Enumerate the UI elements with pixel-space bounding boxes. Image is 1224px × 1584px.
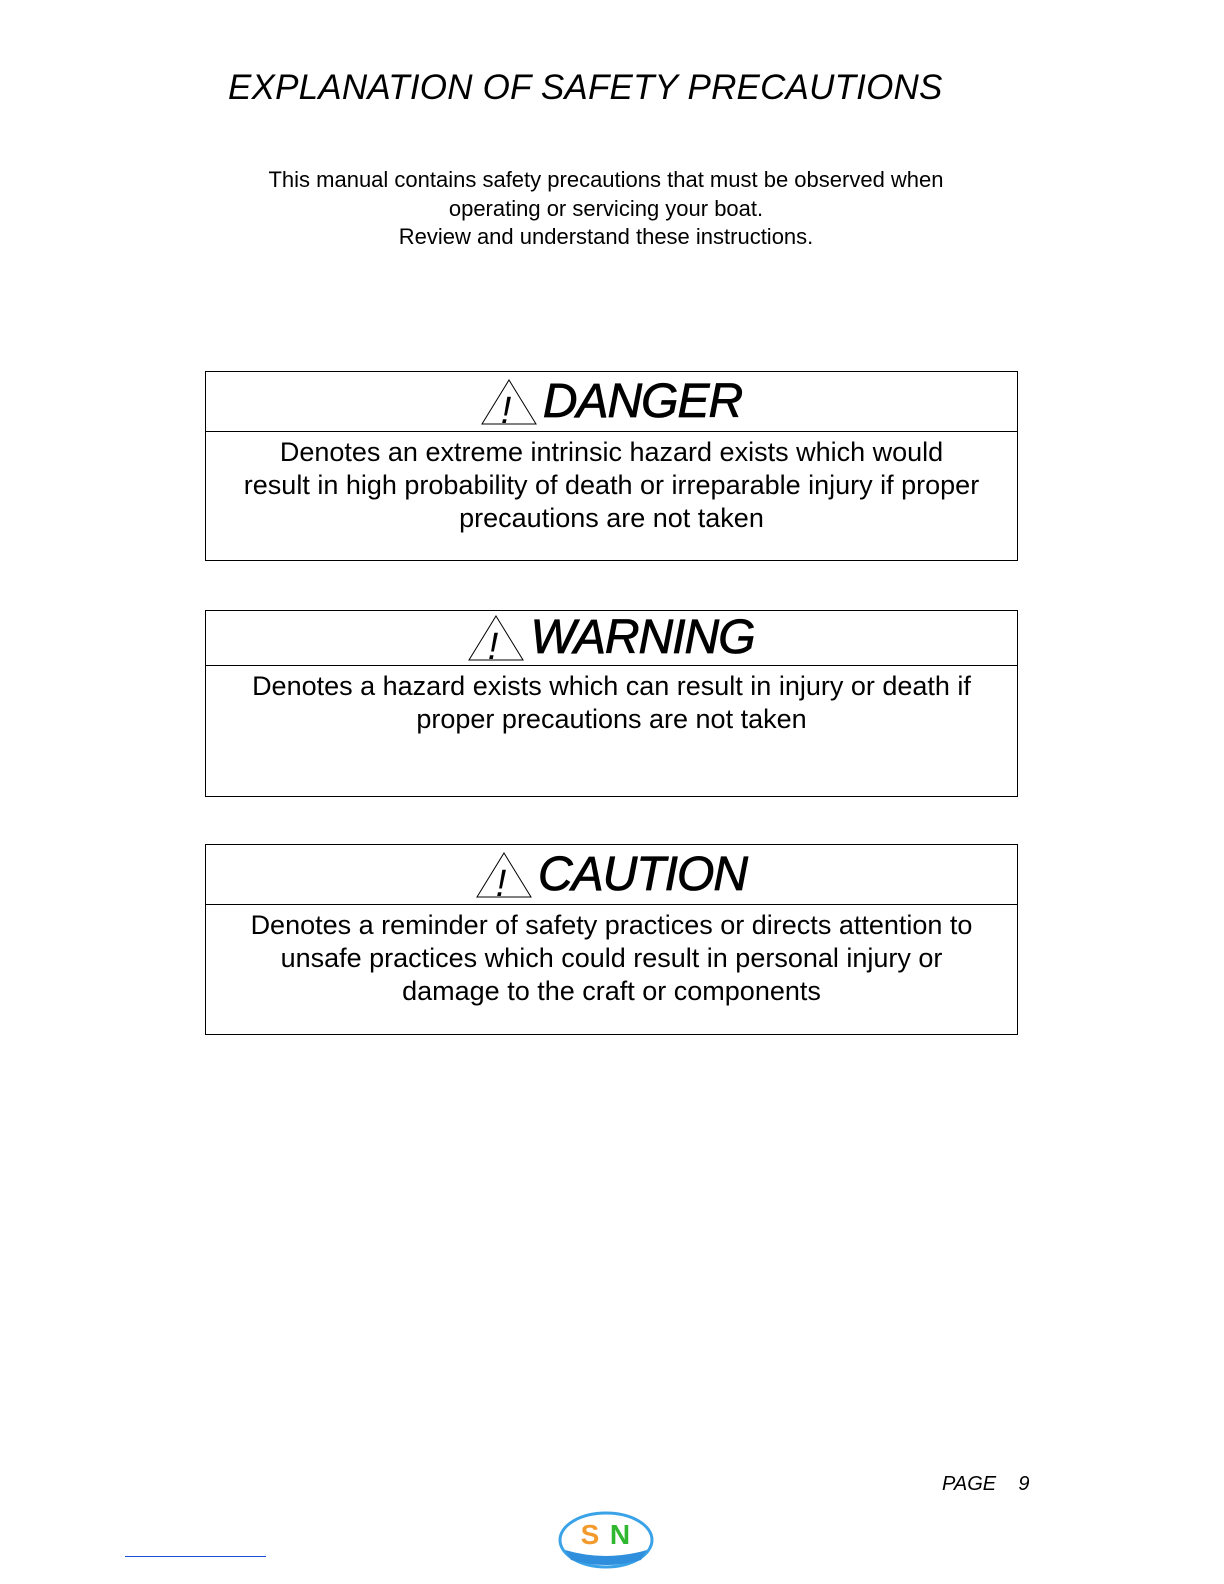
caution-description [206,905,1017,1008]
logo-letter-s: S [580,1519,600,1550]
exclamation-mark: ! [495,862,507,898]
warning-triangle-icon [481,379,537,425]
intro-line: operating or servicing your boat. [448,195,764,221]
caution-heading: CAUTION [538,847,747,901]
warning-triangle-icon [468,615,524,661]
warning-heading: WARNING [530,611,755,664]
intro-text [200,166,1012,252]
warning-triangle-icon [476,852,532,898]
description-line: Denotes a reminder of safety practices or directs attention to [250,910,973,940]
footer-link-rule [125,1556,266,1557]
intro-line: This manual contains safety precautions that must be observed when [268,167,944,192]
description-line: Denotes an extreme intrinsic hazard exists which would [279,437,944,467]
description-line: damage to the craft or components [402,976,821,1006]
danger-description [206,432,1017,535]
page-number: PAGE 9 [942,1473,1030,1495]
description-line: proper precautions are not taken [416,704,807,734]
caution-notice-box [205,844,1018,1035]
danger-notice-header [206,372,1017,432]
description-line: unsafe practices which could result in personal injury or [280,943,943,973]
description-line: Denotes a hazard exists which can result in injury or death if [252,671,971,701]
warning-description [206,666,1017,736]
danger-heading: DANGER [542,374,743,428]
warning-notice-header [206,611,1017,666]
brand-logo [557,1510,655,1572]
description-line: result in high probability of death or irreparable injury if proper [243,470,980,500]
logo-letter-n: N [609,1519,631,1550]
exclamation-mark: ! [488,626,499,661]
warning-notice-box [205,610,1018,797]
caution-notice-header [206,845,1017,905]
intro-line: Review and understand these instructions. [398,224,814,249]
description-line: precautions are not taken [459,503,764,533]
exclamation-mark: ! [500,389,512,425]
danger-notice-box [205,371,1018,561]
page-title: EXPLANATION OF SAFETY PRECAUTIONS [228,68,943,107]
